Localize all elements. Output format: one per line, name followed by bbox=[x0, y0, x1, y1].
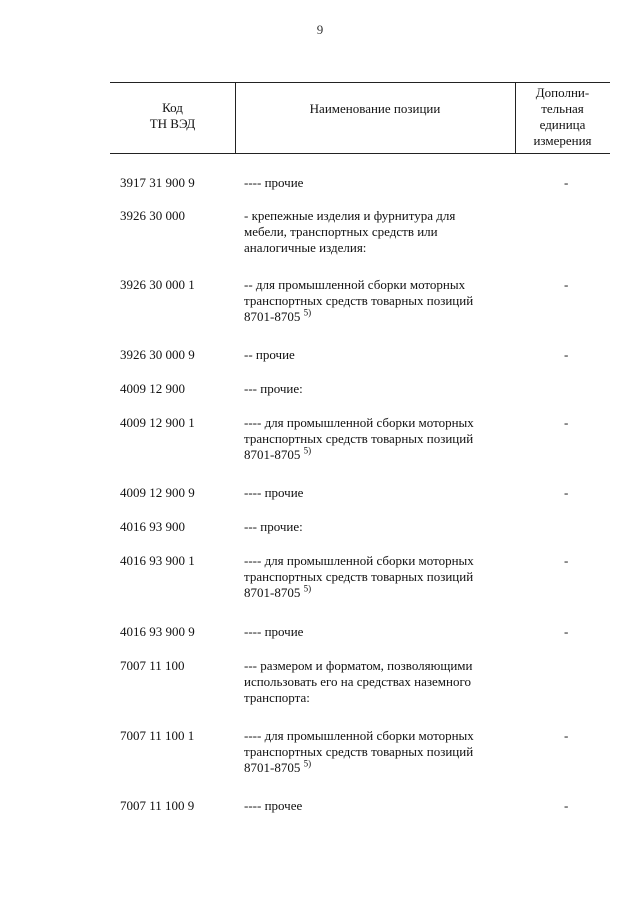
row-description-line: использовать его на средствах наземного bbox=[244, 674, 471, 689]
row-unit: - bbox=[564, 798, 569, 813]
row-description-line: ---- для промышленной сборки моторных bbox=[244, 553, 474, 568]
row-unit: - bbox=[564, 553, 569, 568]
row-description-line: 8701-8705 $^{5)}$ bbox=[244, 583, 312, 600]
row-description bbox=[244, 519, 514, 535]
header-unit bbox=[515, 85, 610, 149]
table-header bbox=[110, 82, 610, 154]
row-code: 7007 11 100 1 bbox=[120, 728, 195, 743]
row-unit: - bbox=[564, 624, 569, 639]
row-description-line: транспортных средств товарных позиций bbox=[244, 569, 474, 584]
row-code: 3926 30 000 bbox=[120, 208, 185, 223]
row-code: 7007 11 100 bbox=[120, 658, 185, 673]
row-unit: - bbox=[564, 728, 569, 743]
row-code: 3917 31 900 9 bbox=[120, 175, 195, 190]
row-description-line: транспортных средств товарных позиций bbox=[244, 293, 474, 308]
row-description bbox=[244, 277, 514, 325]
row-description-line: ---- прочие bbox=[244, 175, 304, 190]
row-description bbox=[244, 347, 514, 363]
header-code-line: Код bbox=[162, 100, 183, 115]
row-description bbox=[244, 728, 514, 776]
row-unit: - bbox=[564, 415, 569, 430]
header-unit-line: единица bbox=[539, 117, 586, 132]
row-description-line: -- прочие bbox=[244, 347, 295, 362]
footnote-marker: 5) bbox=[303, 583, 312, 594]
header-name: Наименование позиции bbox=[309, 101, 441, 116]
row-code: 3926 30 000 9 bbox=[120, 347, 195, 362]
header-unit-line: тельная bbox=[541, 101, 584, 116]
footnote-marker: 5) bbox=[303, 307, 312, 318]
row-description bbox=[244, 415, 514, 463]
row-description bbox=[244, 553, 514, 601]
row-code: 4009 12 900 bbox=[120, 381, 185, 396]
row-unit: - bbox=[564, 347, 569, 362]
row-unit: - bbox=[564, 485, 569, 500]
row-description bbox=[244, 175, 514, 191]
row-description bbox=[244, 381, 514, 397]
row-code: 4009 12 900 1 bbox=[120, 415, 195, 430]
row-description-line: - крепежные изделия и фурнитура для bbox=[244, 208, 456, 223]
row-description-line: --- прочие: bbox=[244, 519, 303, 534]
row-description-line: транспортных средств товарных позиций bbox=[244, 744, 474, 759]
row-unit: - bbox=[564, 277, 569, 292]
row-description bbox=[244, 658, 514, 706]
row-unit: - bbox=[564, 175, 569, 190]
row-description bbox=[244, 485, 514, 501]
row-description-line: транспортных средств товарных позиций bbox=[244, 431, 474, 446]
footnote-marker: 5) bbox=[303, 445, 312, 456]
row-description-line: -- для промышленной сборки моторных bbox=[244, 277, 466, 292]
row-description bbox=[244, 624, 514, 640]
column-divider bbox=[235, 83, 236, 153]
row-code: 7007 11 100 9 bbox=[120, 798, 195, 813]
row-description-line: транспорта: bbox=[244, 690, 310, 705]
row-code: 4016 93 900 1 bbox=[120, 553, 195, 568]
header-code bbox=[110, 100, 235, 132]
row-description-line: ---- прочее bbox=[244, 798, 303, 813]
header-unit-line: измерения bbox=[533, 133, 592, 148]
row-code: 4009 12 900 9 bbox=[120, 485, 195, 500]
page-number: 9 bbox=[316, 22, 324, 37]
row-description-line: ---- для промышленной сборки моторных bbox=[244, 728, 474, 743]
row-description bbox=[244, 798, 514, 814]
row-description-line: аналогичные изделия: bbox=[244, 240, 367, 255]
row-code: 3926 30 000 1 bbox=[120, 277, 195, 292]
row-description-line: ---- прочие bbox=[244, 485, 304, 500]
row-code: 4016 93 900 bbox=[120, 519, 185, 534]
row-description-line: 8701-8705 $^{5)}$ bbox=[244, 445, 312, 462]
row-description-line: ---- для промышленной сборки моторных bbox=[244, 415, 474, 430]
row-description-line: ---- прочие bbox=[244, 624, 304, 639]
row-description-line: --- прочие: bbox=[244, 381, 303, 396]
row-description-line: мебели, транспортных средств или bbox=[244, 224, 438, 239]
row-description-line: 8701-8705 $^{5)}$ bbox=[244, 307, 312, 324]
row-code: 4016 93 900 9 bbox=[120, 624, 195, 639]
header-unit-line: Дополни- bbox=[535, 85, 590, 100]
footnote-marker: 5) bbox=[303, 758, 312, 769]
header-code-line: ТН ВЭД bbox=[149, 116, 196, 131]
row-description bbox=[244, 208, 514, 256]
row-description-line: 8701-8705 $^{5)}$ bbox=[244, 758, 312, 775]
row-description-line: --- размером и форматом, позволяющими bbox=[244, 658, 473, 673]
